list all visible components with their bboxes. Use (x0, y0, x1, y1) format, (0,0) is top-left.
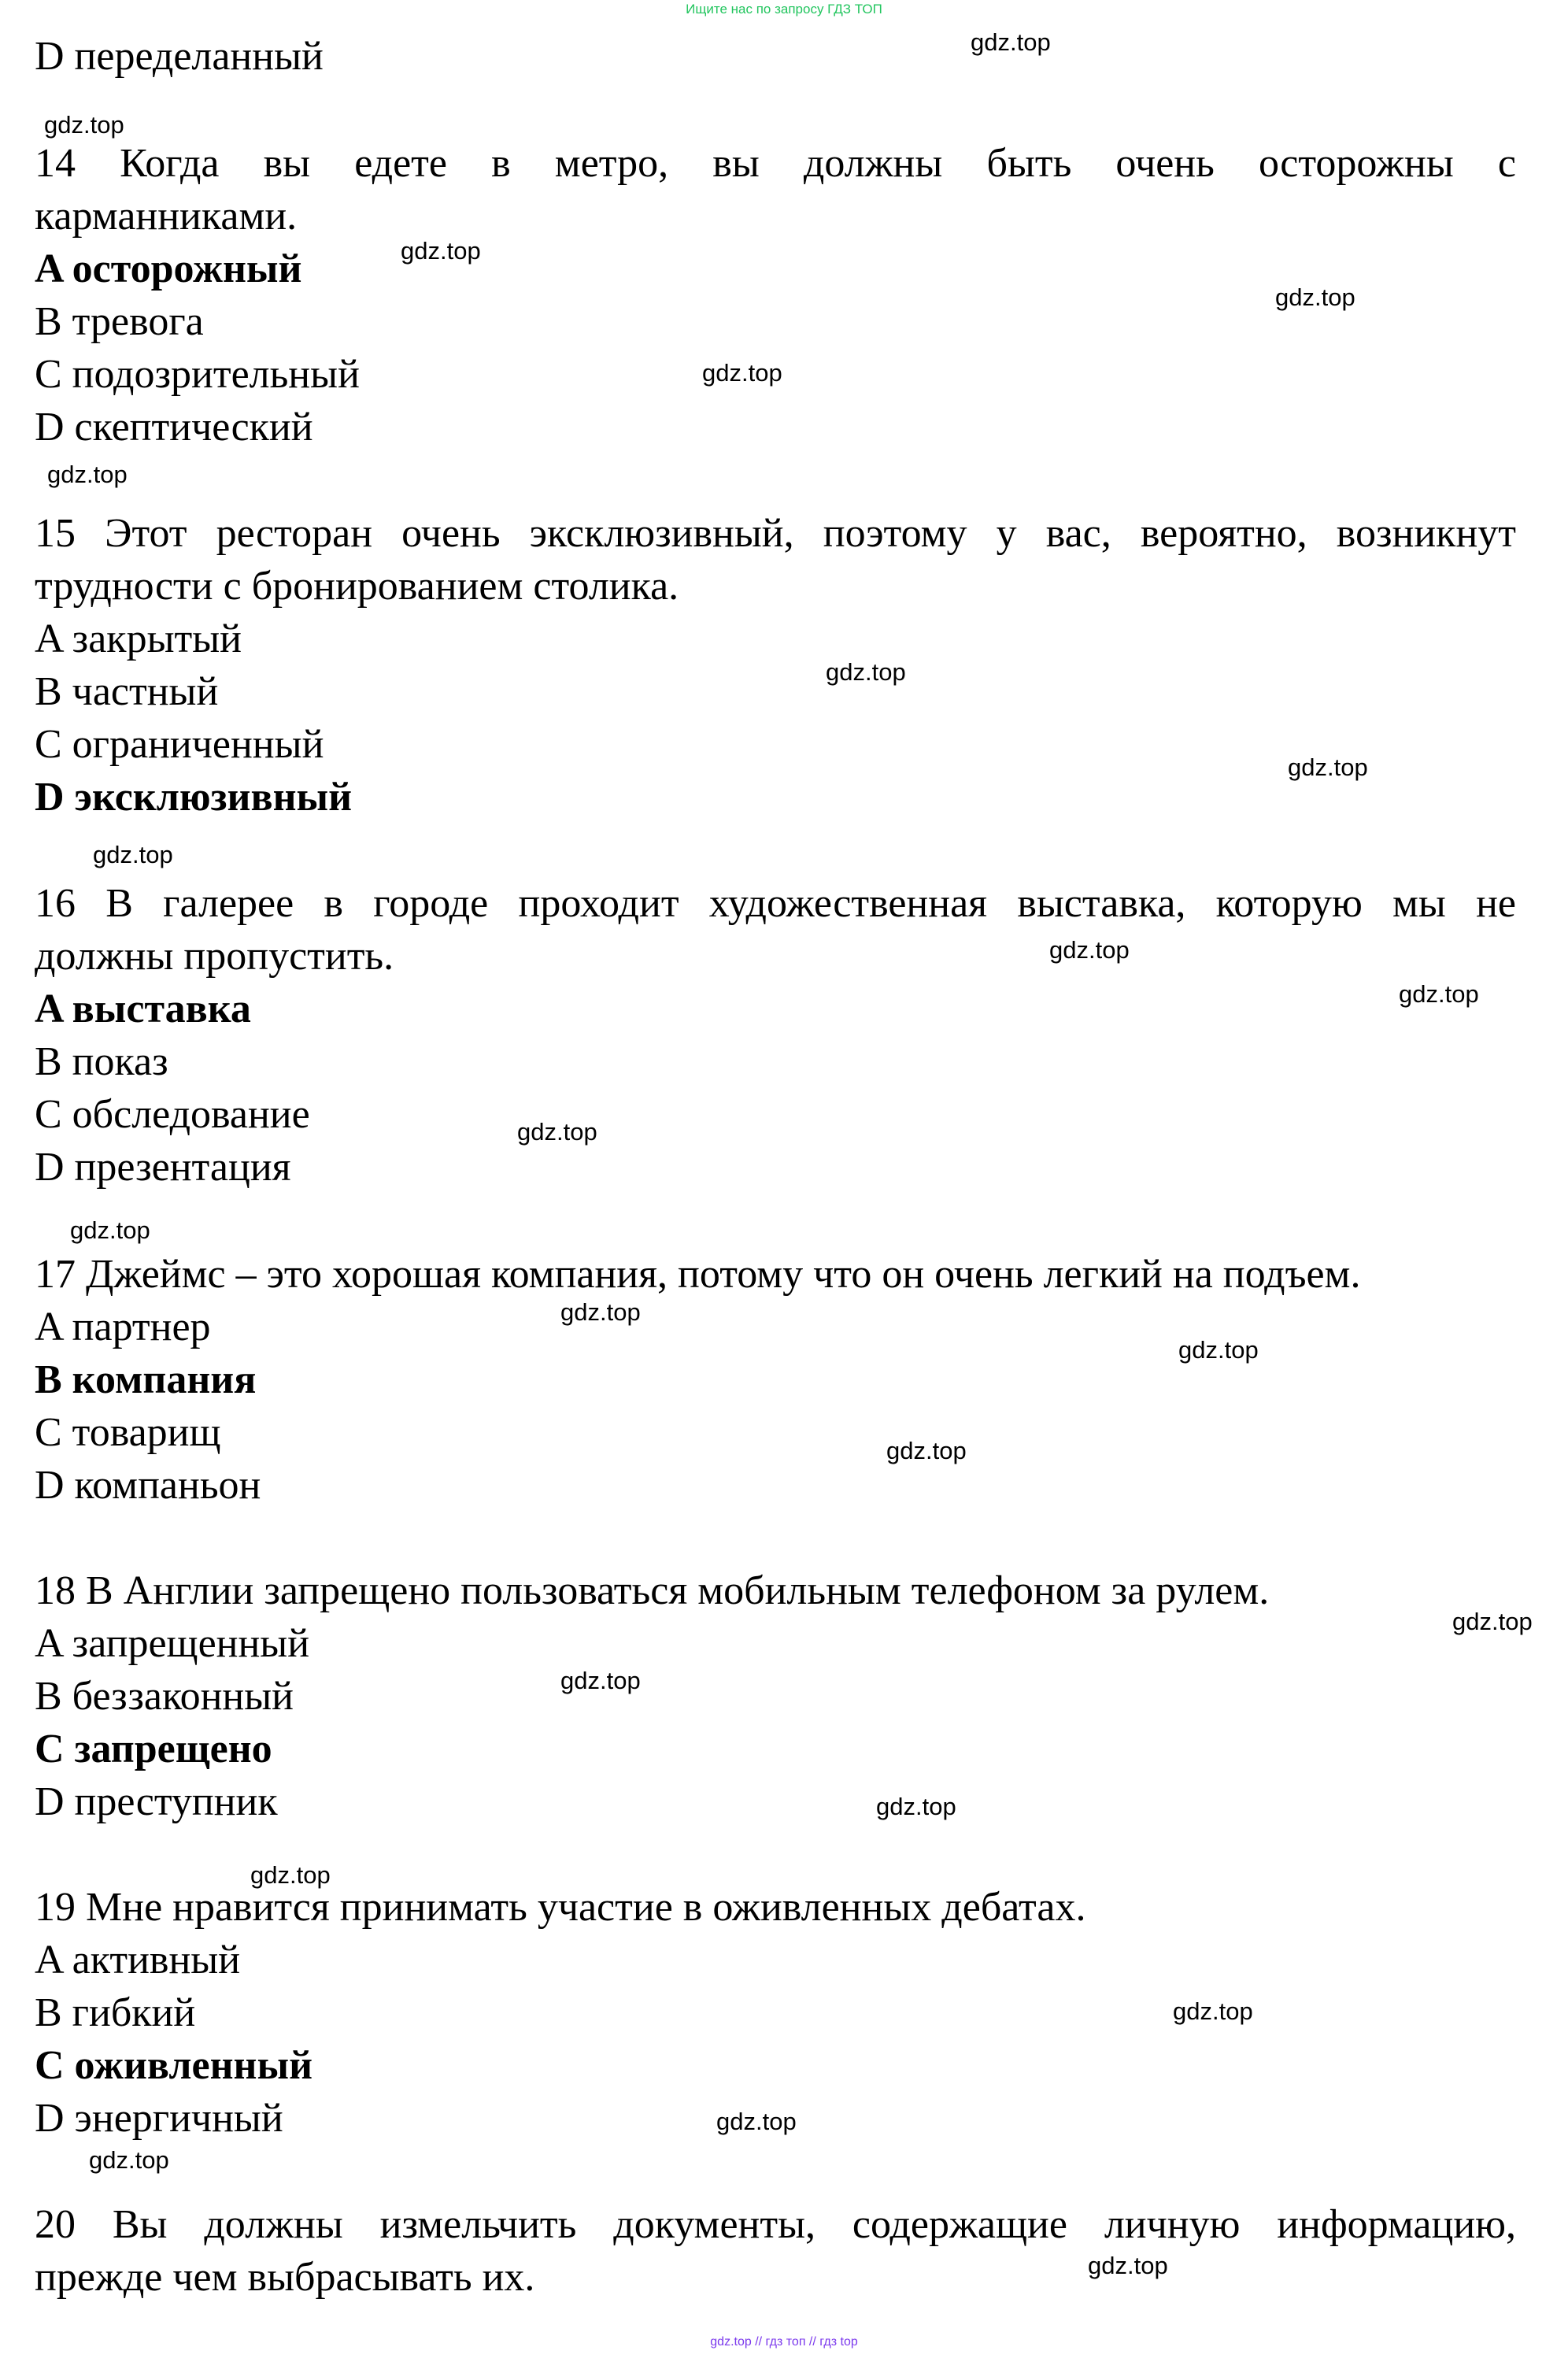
watermark: gdz.top (1275, 283, 1355, 311)
option-b-q16: B показ (35, 1039, 168, 1084)
watermark: gdz.top (70, 1216, 150, 1244)
option-d-q13: D переделанный (35, 34, 324, 79)
option-a-q16-answer: A выставка (35, 987, 251, 1031)
question-16-line-2: должны пропустить. (35, 934, 394, 979)
watermark: gdz.top (89, 2146, 169, 2174)
option-d-q18: D преступник (35, 1779, 278, 1824)
watermark: gdz.top (93, 841, 173, 868)
watermark: gdz.top (716, 2108, 797, 2135)
question-15-line-1: 15 Этот ресторан очень эксклюзивный, поэтому у вас, вероятно, возникнут (35, 511, 1516, 556)
option-d-q17: D компаньон (35, 1463, 261, 1508)
watermark: gdz.top (47, 461, 128, 488)
watermark: gdz.top (560, 1298, 641, 1326)
top-banner: Ищите нас по запросу ГДЗ ТОП (686, 2, 882, 17)
watermark: gdz.top (1452, 1608, 1533, 1635)
option-b-q15: B частный (35, 669, 219, 714)
watermark: gdz.top (1088, 2252, 1168, 2279)
option-c-q16: C обследование (35, 1092, 310, 1137)
question-19: 19 Мне нравится принимать участие в оживленных дебатах. (35, 1885, 1086, 1930)
option-a-q14-answer: A осторожный (35, 246, 302, 291)
watermark: gdz.top (401, 237, 481, 265)
bottom-banner: gdz.top // гдз топ // гдз top (710, 2335, 858, 2349)
option-b-q17-answer: B компания (35, 1357, 257, 1402)
watermark: gdz.top (560, 1667, 641, 1694)
watermark: gdz.top (250, 1861, 331, 1889)
question-15-line-2: трудности с бронированием столика. (35, 564, 679, 609)
option-c-q18-answer: C запрещено (35, 1727, 272, 1771)
watermark: gdz.top (1288, 753, 1368, 781)
option-d-q16: D презентация (35, 1145, 291, 1190)
option-c-q14: C подозрительный (35, 352, 360, 397)
option-b-q18: B беззаконный (35, 1674, 294, 1719)
option-a-q17: A партнер (35, 1305, 211, 1349)
watermark: gdz.top (971, 28, 1051, 56)
option-b-q14: B тревога (35, 299, 204, 344)
watermark: gdz.top (886, 1437, 967, 1464)
option-d-q15-answer: D эксклюзивный (35, 775, 353, 820)
question-18: 18 В Англии запрещено пользоваться мобильным телефоном за рулем. (35, 1568, 1270, 1613)
option-a-q15: A закрытый (35, 616, 242, 661)
option-c-q19-answer: C оживленный (35, 2043, 313, 2088)
question-14-line-1: 14 Когда вы едете в метро, вы должны быть очень осторожны с (35, 141, 1516, 186)
question-16-line-1: 16 В галерее в городе проходит художественная выставка, которую мы не (35, 881, 1516, 926)
question-20-line-2: прежде чем выбрасывать их. (35, 2255, 535, 2300)
watermark: gdz.top (1173, 1997, 1253, 2025)
watermark: gdz.top (517, 1118, 597, 1146)
option-a-q19: A активный (35, 1938, 241, 1982)
watermark: gdz.top (44, 111, 124, 139)
watermark: gdz.top (1178, 1336, 1259, 1364)
question-20-line-1: 20 Вы должны измельчить документы, содержащие личную информацию, (35, 2202, 1516, 2247)
watermark: gdz.top (702, 359, 782, 387)
watermark: gdz.top (826, 658, 906, 686)
question-14-line-2: карманниками. (35, 194, 298, 239)
option-d-q14: D скептический (35, 405, 313, 450)
question-17: 17 Джеймс – это хорошая компания, потому что он очень легкий на подъем. (35, 1252, 1361, 1297)
watermark: gdz.top (1399, 980, 1479, 1008)
option-c-q17: C товарищ (35, 1410, 221, 1455)
option-c-q15: C ограниченный (35, 722, 324, 767)
option-a-q18: A запрещенный (35, 1621, 310, 1666)
watermark: gdz.top (876, 1793, 956, 1820)
option-b-q19: B гибкий (35, 1990, 196, 2035)
watermark: gdz.top (1049, 936, 1130, 964)
option-d-q19: D энергичный (35, 2096, 283, 2141)
